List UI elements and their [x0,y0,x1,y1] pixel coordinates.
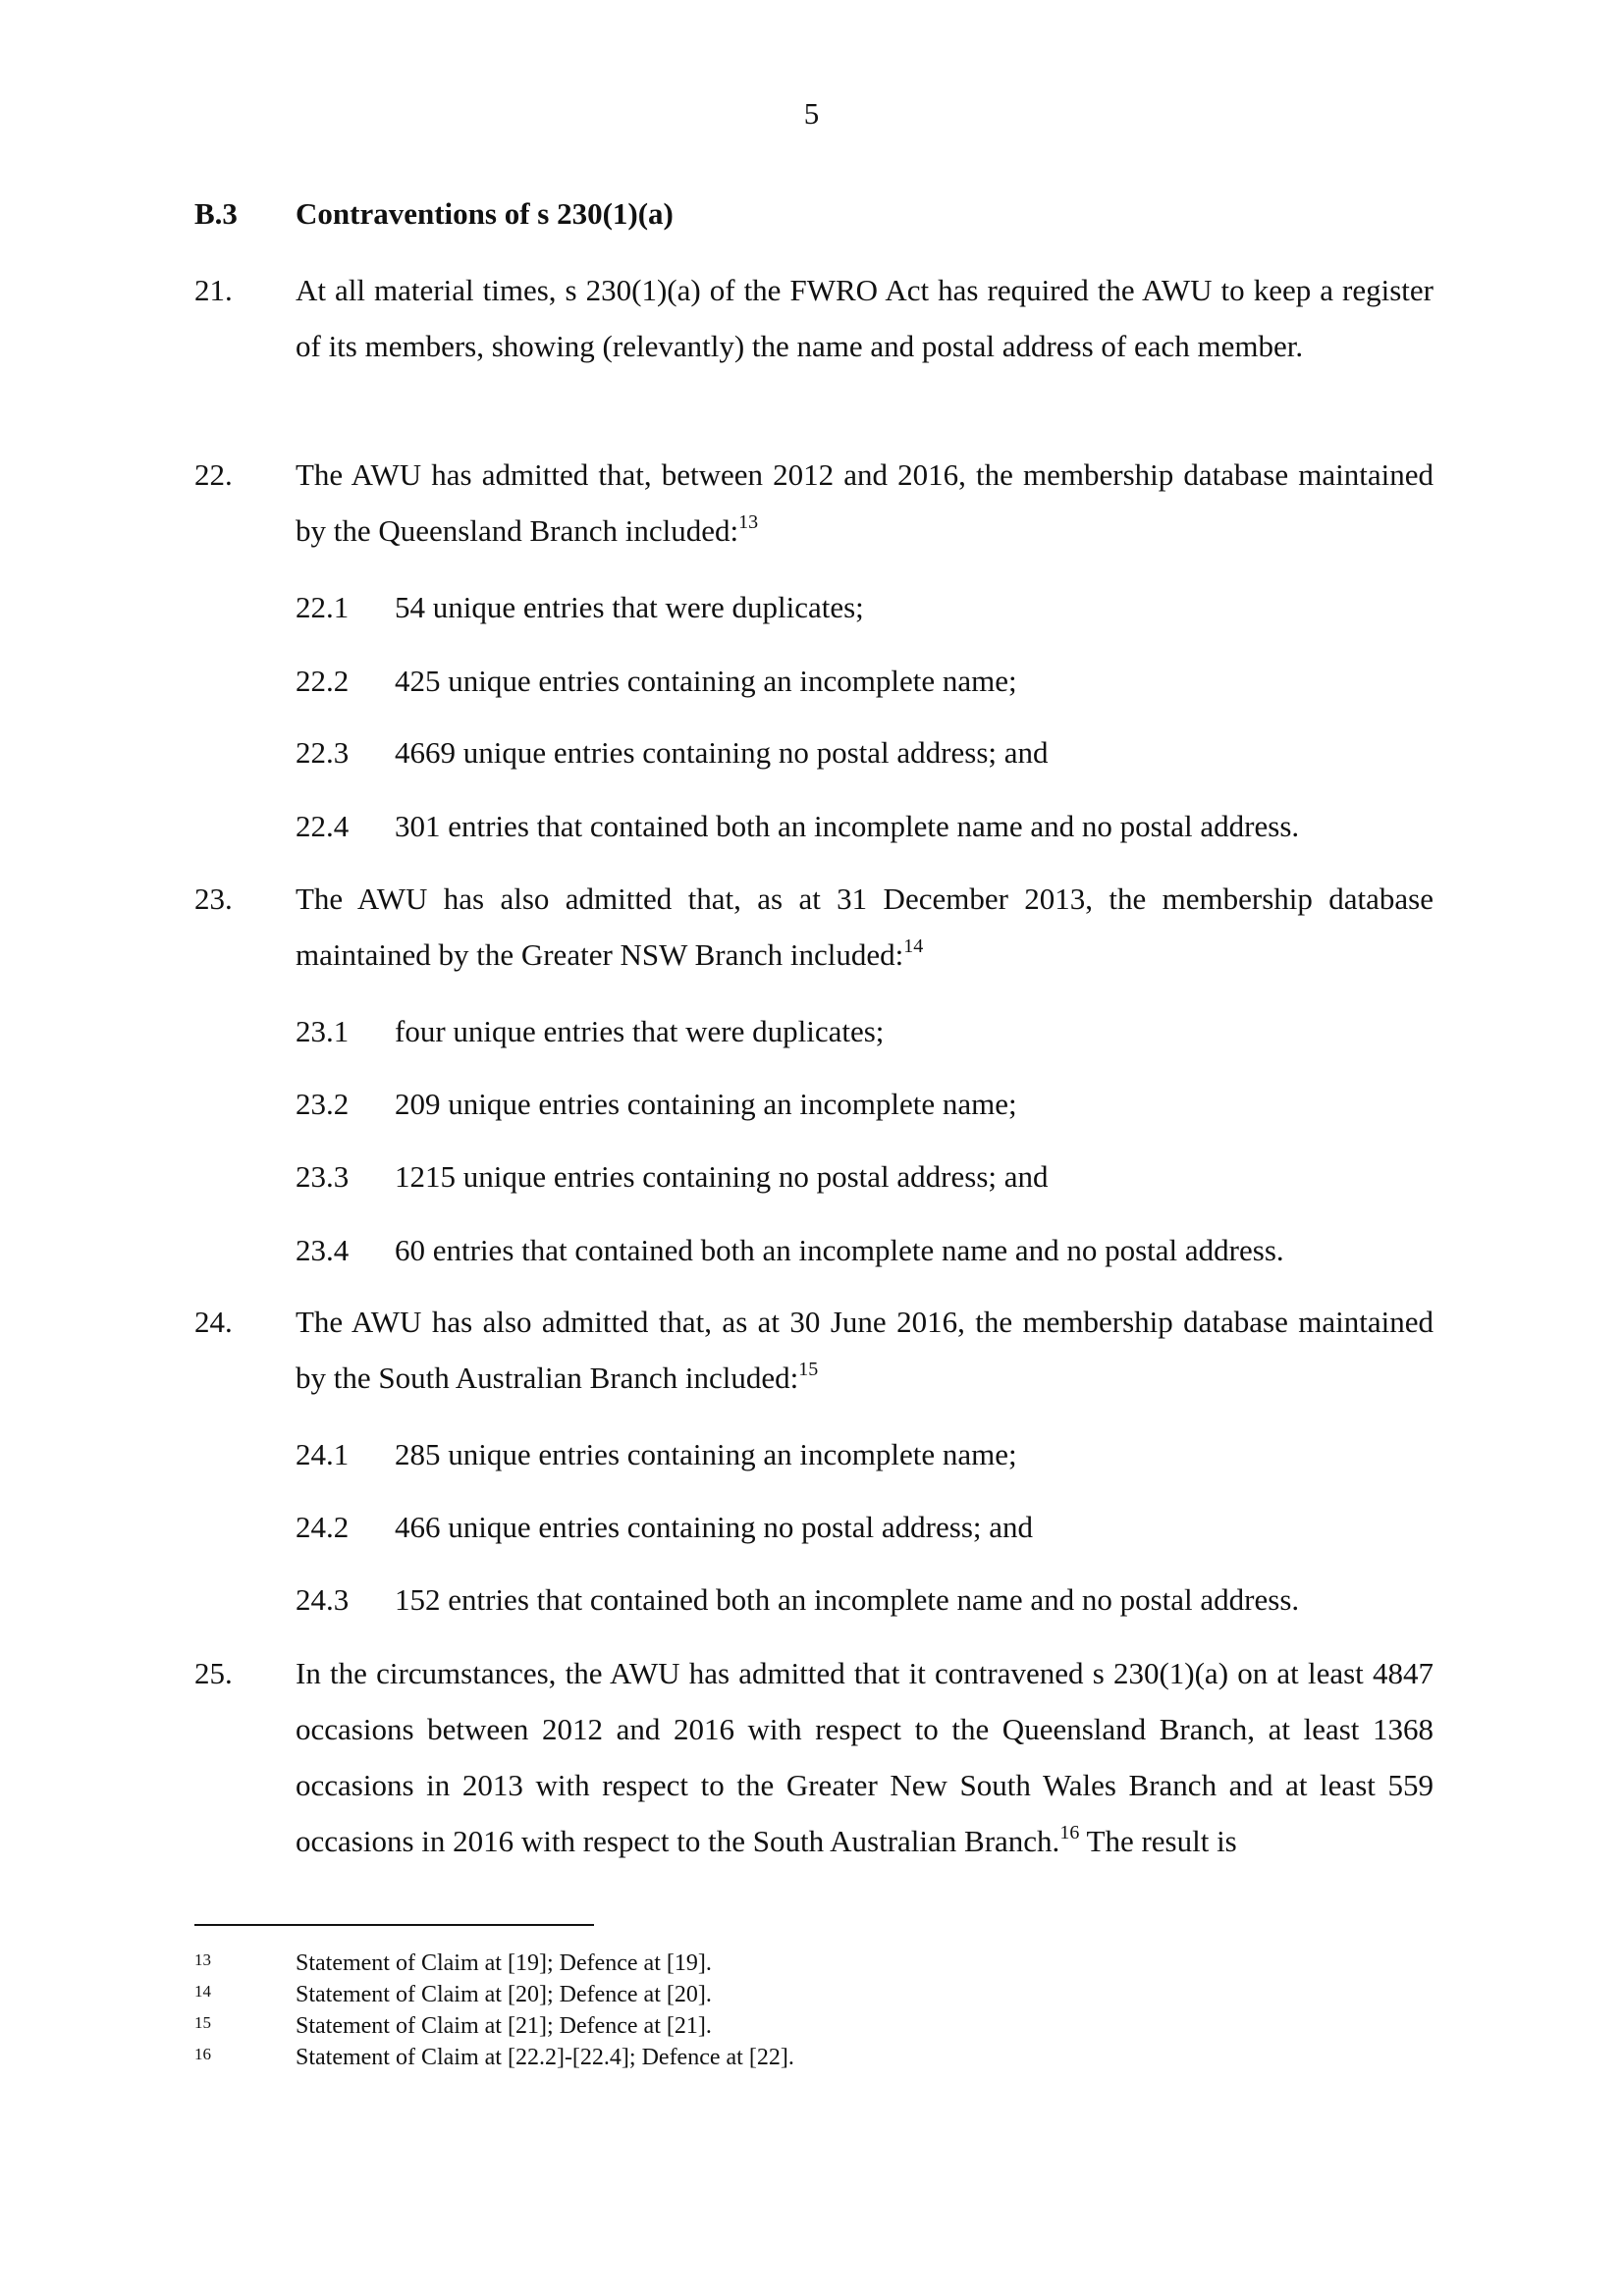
paragraph-22 [194,447,1434,559]
paragraph-text-block [296,871,1434,983]
paragraph-text: In the circumstances, the AWU has admitted that it contravened s 230(1)(a) on at least 4847 occasions between 2012 and 2016 with respect to the Queensland Branch, at least 1368 occasions in 2013 with respect to the Greater New South Wales Branch and at least 559 occasions in 2016 with respect to the South Australian Branch. [296,1656,1434,1858]
subparagraph-number: 22.3 [296,735,350,770]
paragraph-number: 22. [194,457,233,492]
paragraph-25 [194,1645,1434,1869]
footnote-number: 14 [194,1982,211,2001]
subparagraph-number: 23.3 [296,1159,350,1194]
paragraph-text: The AWU has admitted that, between 2012 and 2016, the membership database maintained by the Queensland Branch included: [296,457,1434,548]
page-number: 5 [803,96,820,131]
subparagraph-text: 54 unique entries that were duplicates; [395,590,864,624]
paragraph-text-block [296,1294,1434,1406]
footnote-text: Statement of Claim at [22.2]-[22.4]; Defence at [22]. [296,2045,794,2070]
subparagraph-text: 425 unique entries containing an incomplete name; [395,664,1017,698]
section-number: B.3 [194,196,238,231]
footnote-reference[interactable]: 14 [903,935,924,957]
footnote-reference[interactable]: 13 [738,511,759,533]
footnote-number: 15 [194,2013,211,2032]
subparagraph-23-2 [296,1076,1017,1132]
subparagraph-24-1 [296,1426,1017,1482]
subparagraph-number: 24.2 [296,1510,350,1544]
subparagraph-22-4 [296,798,1299,854]
subparagraph-number: 22.2 [296,664,350,698]
subparagraph-text: 209 unique entries containing an incomplete name; [395,1087,1017,1121]
subparagraph-number: 23.4 [296,1233,350,1267]
subparagraph-22-1 [296,579,864,635]
paragraph-number: 23. [194,881,233,916]
subparagraph-24-2 [296,1499,1033,1555]
footnote-text: Statement of Claim at [20]; Defence at [20]. [296,1982,712,2007]
subparagraph-text: 1215 unique entries containing no postal address; and [395,1159,1049,1194]
subparagraph-number: 24.3 [296,1582,350,1617]
paragraph-23 [194,871,1434,983]
paragraph-text: The AWU has also admitted that, as at 31 December 2013, the membership database maintained by the Greater NSW Branch included: [296,881,1434,972]
subparagraph-number: 23.1 [296,1014,350,1048]
subparagraph-text: 285 unique entries containing an incomplete name; [395,1437,1017,1471]
paragraph-text: The AWU has also admitted that, as at 30 June 2016, the membership database maintained by the South Australian Branch included: [296,1305,1434,1395]
subparagraph-number: 22.4 [296,809,350,843]
subparagraph-text: 4669 unique entries containing no postal address; and [395,735,1049,770]
subparagraph-23-1 [296,1003,884,1059]
paragraph-text-block [296,447,1434,559]
footnote-13 [194,1948,712,1979]
footnote-text: Statement of Claim at [21]; Defence at [21]. [296,2013,712,2039]
paragraph-text: At all material times, s 230(1)(a) of the FWRO Act has required the AWU to keep a register of its members, showing (relevantly) the name and postal address of each member. [296,273,1434,363]
subparagraph-number: 23.2 [296,1087,350,1121]
subparagraph-22-2 [296,653,1017,709]
subparagraph-24-3 [296,1572,1299,1628]
footnote-number: 13 [194,1950,211,1969]
footnote-16 [194,2042,794,2073]
paragraph-number: 24. [194,1305,233,1339]
subparagraph-text: 466 unique entries containing no postal address; and [395,1510,1034,1544]
subparagraph-text: 60 entries that contained both an incomplete name and no postal address. [395,1233,1284,1267]
subparagraph-23-4 [296,1222,1284,1278]
subparagraph-number: 22.1 [296,590,350,624]
paragraph-21 [194,262,1434,374]
footnote-number: 16 [194,2045,211,2063]
subparagraph-23-3 [296,1148,1049,1204]
subparagraph-text: 301 entries that contained both an incomplete name and no postal address. [395,809,1300,843]
section-title: Contraventions of s 230(1)(a) [296,196,674,231]
subparagraph-text: four unique entries that were duplicates; [395,1014,885,1048]
footnote-reference[interactable]: 15 [798,1359,819,1380]
subparagraph-number: 24.1 [296,1437,350,1471]
paragraph-number: 25. [194,1656,233,1690]
paragraph-text-block [296,1645,1434,1869]
footnote-separator [194,1924,594,1926]
subparagraph-22-3 [296,724,1049,780]
footnote-15 [194,2010,712,2042]
paragraph-24 [194,1294,1434,1406]
footnote-14 [194,1979,712,2010]
footnote-reference[interactable]: 16 [1059,1822,1080,1843]
subparagraph-text: 152 entries that contained both an incomplete name and no postal address. [395,1582,1300,1617]
paragraph-number: 21. [194,273,233,307]
paragraph-text-continued: The result is [1079,1824,1237,1858]
footnote-text: Statement of Claim at [19]; Defence at [19]. [296,1950,712,1976]
